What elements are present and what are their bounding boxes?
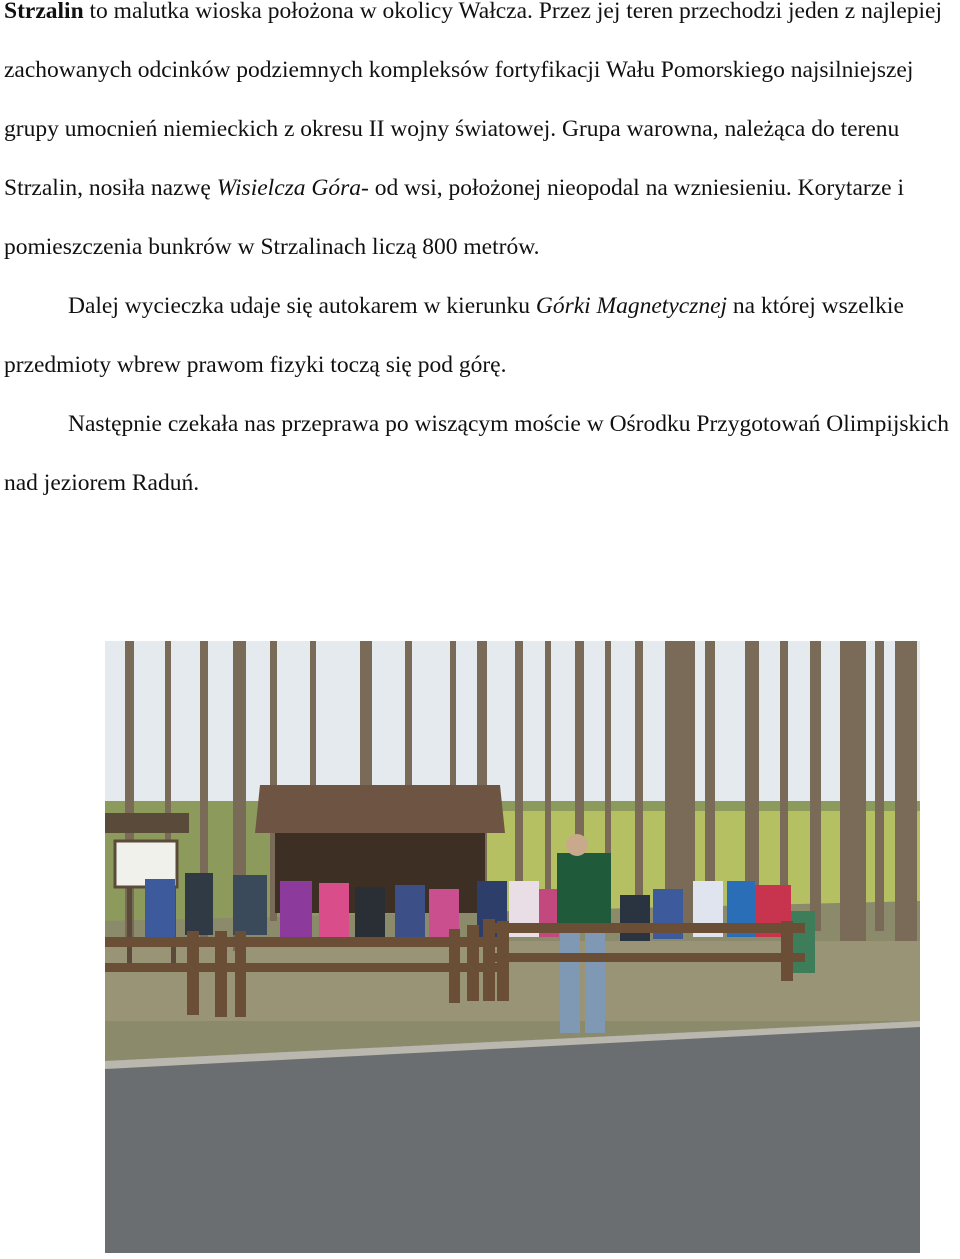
place-name-strzalin: Strzalin (4, 0, 84, 24)
group-photo-illustration (105, 641, 920, 1253)
paragraph-text: na której wszelkie przedmioty wbrew prawom fizyki toczą się pod górę. (4, 293, 904, 378)
paragraph-text: - od wsi, położonej nieopodal na wzniesieniu. Korytarze i pomieszczenia bunkrów w Strzalinach liczą 800 metrów. (4, 175, 904, 260)
paragraph-text: Następnie czekała nas przeprawa po wiszącym moście w Ośrodku Przygotowań Olimpijskich nad jeziorem Raduń. (4, 411, 949, 496)
paragraph-strzalin (4, 0, 956, 277)
paragraph-text: to malutka wioska położona w okolicy Wałcza. Przez jej teren przechodzi jeden z najlepiej zachowanych odcinków podziemnych kompleksów fortyfikacji Wału Pomorskiego najsilniejszej grupy umocnień niemieckich z okresu II wojny światowej. Grupa warowna, należąca do terenu Strzalin, nosiła nazwę (4, 0, 942, 201)
italic-name: Górki Magnetycznej (535, 293, 728, 319)
italic-name: Wisielcza Góra (216, 175, 362, 201)
group-photo (105, 641, 920, 1253)
paragraph-gorka-magnetyczna (4, 277, 956, 395)
paragraph-most (4, 395, 956, 513)
document-body (4, 0, 956, 513)
paragraph-text: Dalej wycieczka udaje się autokarem w kierunku (68, 293, 536, 319)
